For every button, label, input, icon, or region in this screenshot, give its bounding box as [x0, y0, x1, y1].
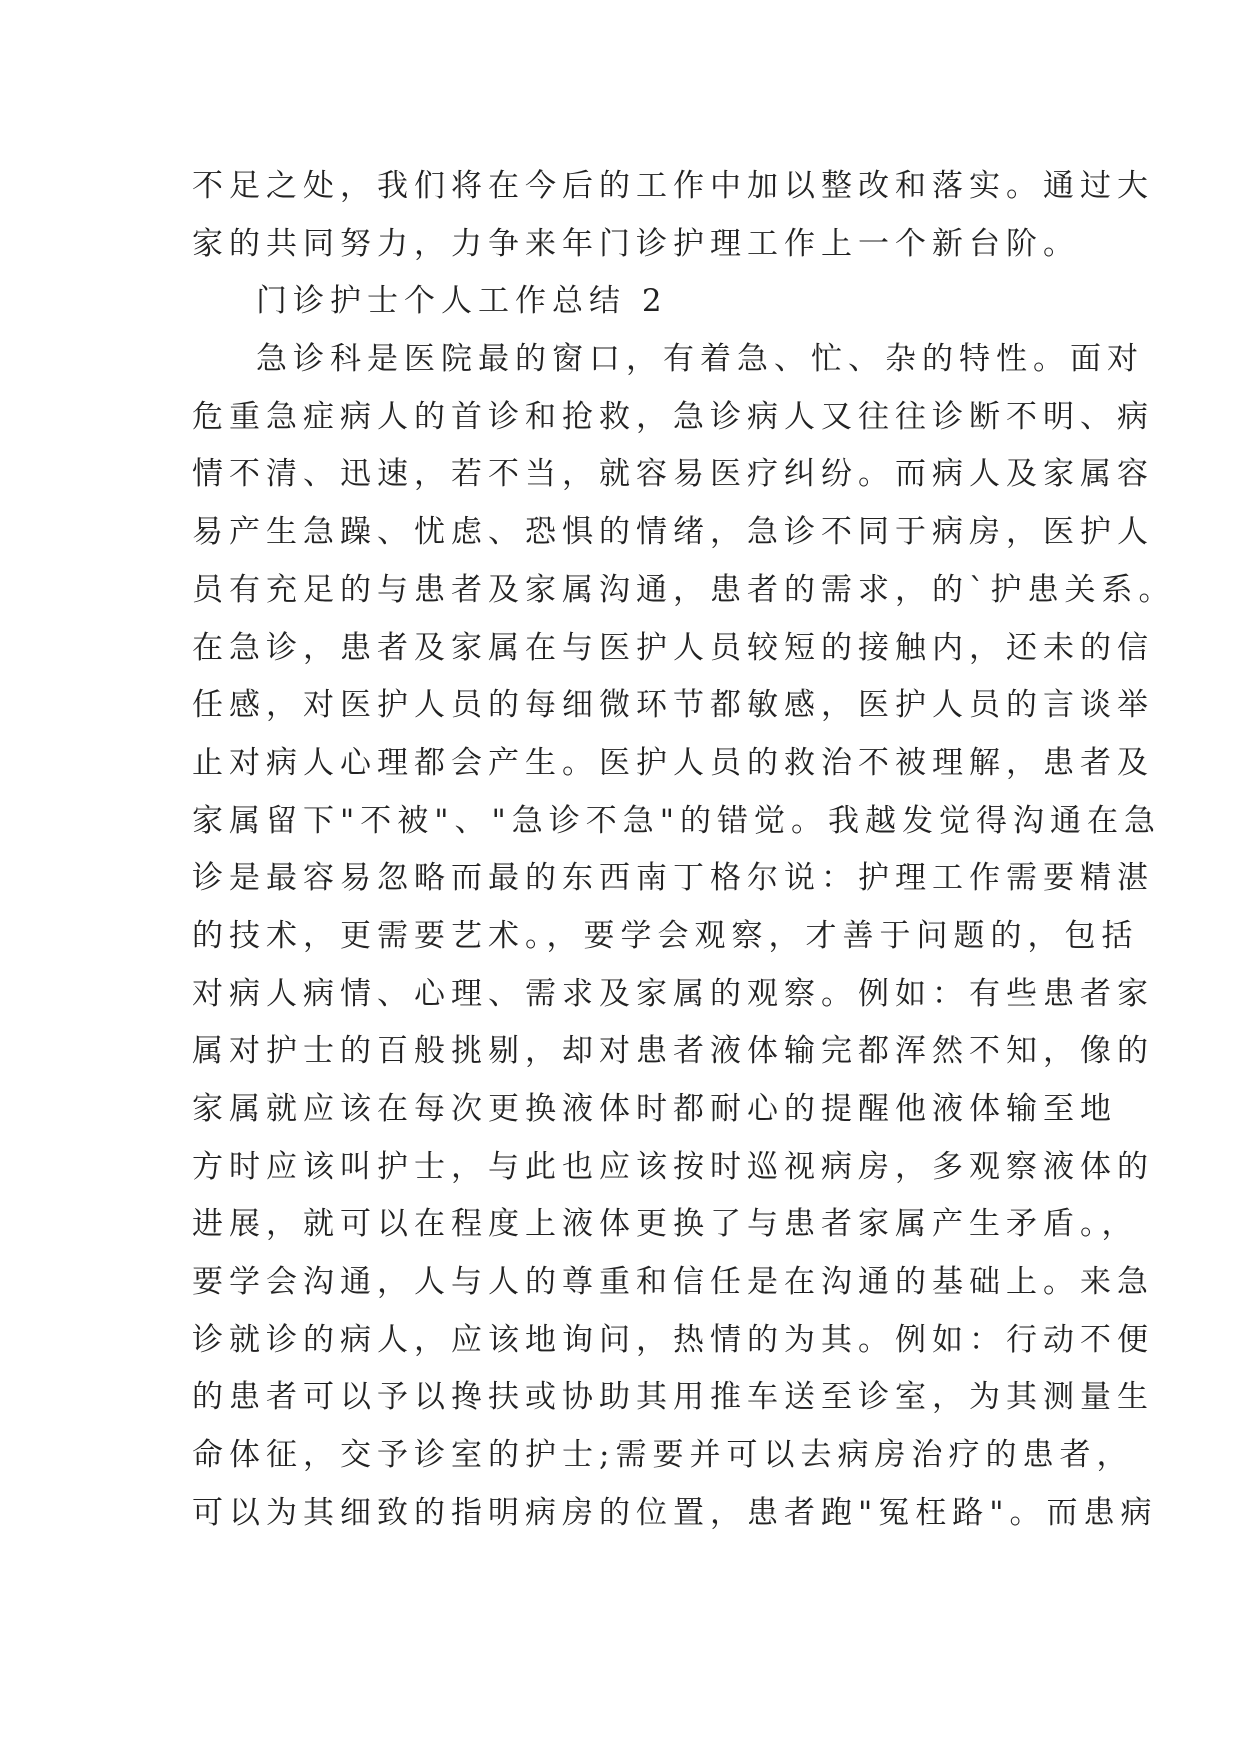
text-line: 员有充足的与患者及家属沟通，患者的需求，的`护患关系。: [192, 571, 1176, 608]
text-line: 方时应该叫护士，与此也应该按时巡视病房，多观察液体的: [192, 1148, 1154, 1185]
text-line: 危重急症病人的首诊和抢救，急诊病人又往往诊断不明、病: [192, 398, 1154, 435]
text-line: 家的共同努力，力争来年门诊护理工作上一个新台阶。: [192, 225, 1080, 262]
text-line: 进展，就可以在程度上液体更换了与患者家属产生矛盾。，: [192, 1206, 1139, 1243]
text-line: 的患者可以予以搀扶或协助其用推车送至诊室，为其测量生: [192, 1379, 1154, 1416]
text-line: 止对病人心理都会产生。医护人员的救治不被理解，患者及: [192, 744, 1154, 781]
text-line: 在急诊，患者及家属在与医护人员较短的接触内，还未的信: [192, 629, 1154, 666]
paragraph-first-line: 急诊科是医院最的窗口，有着急、忙、杂的特性。面对: [256, 341, 1144, 378]
text-line: 的技术，更需要艺术。，要学会观察，才善于问题的，包括: [192, 917, 1139, 954]
text-line: 命体征，交予诊室的护士;需要并可以去病房治疗的患者，: [192, 1437, 1134, 1474]
text-line: 诊是最容易忽略而最的东西南丁格尔说：护理工作需要精湛: [192, 860, 1154, 897]
body-text: [192, 158, 1176, 1543]
text-line: 不足之处，我们将在今后的工作中加以整改和落实。通过大: [192, 168, 1154, 204]
text-line: 要学会沟通，人与人的尊重和信任是在沟通的基础上。来急: [192, 1264, 1154, 1301]
text-line: 对病人病情、心理、需求及家属的观察。例如：有些患者家: [192, 975, 1154, 1012]
text-line: 易产生急躁、忧虑、恐惧的情绪，急诊不同于病房，医护人: [192, 514, 1154, 551]
text-line: 家属就应该在每次更换液体时都耐心的提醒他液体输至地: [192, 1091, 1117, 1127]
text-line: 情不清、迅速，若不当，就容易医疗纠纷。而病人及家属容: [192, 456, 1154, 493]
section-heading: 门诊护士个人工作总结 2: [256, 283, 668, 320]
text-line: 任感，对医护人员的每细微环节都敏感，医护人员的言谈举: [192, 687, 1154, 724]
text-line: 家属留下"不被"、"急诊不急"的错觉。我越发觉得沟通在急: [192, 802, 1162, 839]
text-line: 属对护士的百般挑剔，却对患者液体输完都浑然不知，像的: [192, 1033, 1154, 1070]
text-line: 诊就诊的病人，应该地询问，热情的为其。例如：行动不便: [192, 1321, 1154, 1358]
text-line: 可以为其细致的指明病房的位置，患者跑"冤枉路"。而患病: [192, 1494, 1158, 1531]
